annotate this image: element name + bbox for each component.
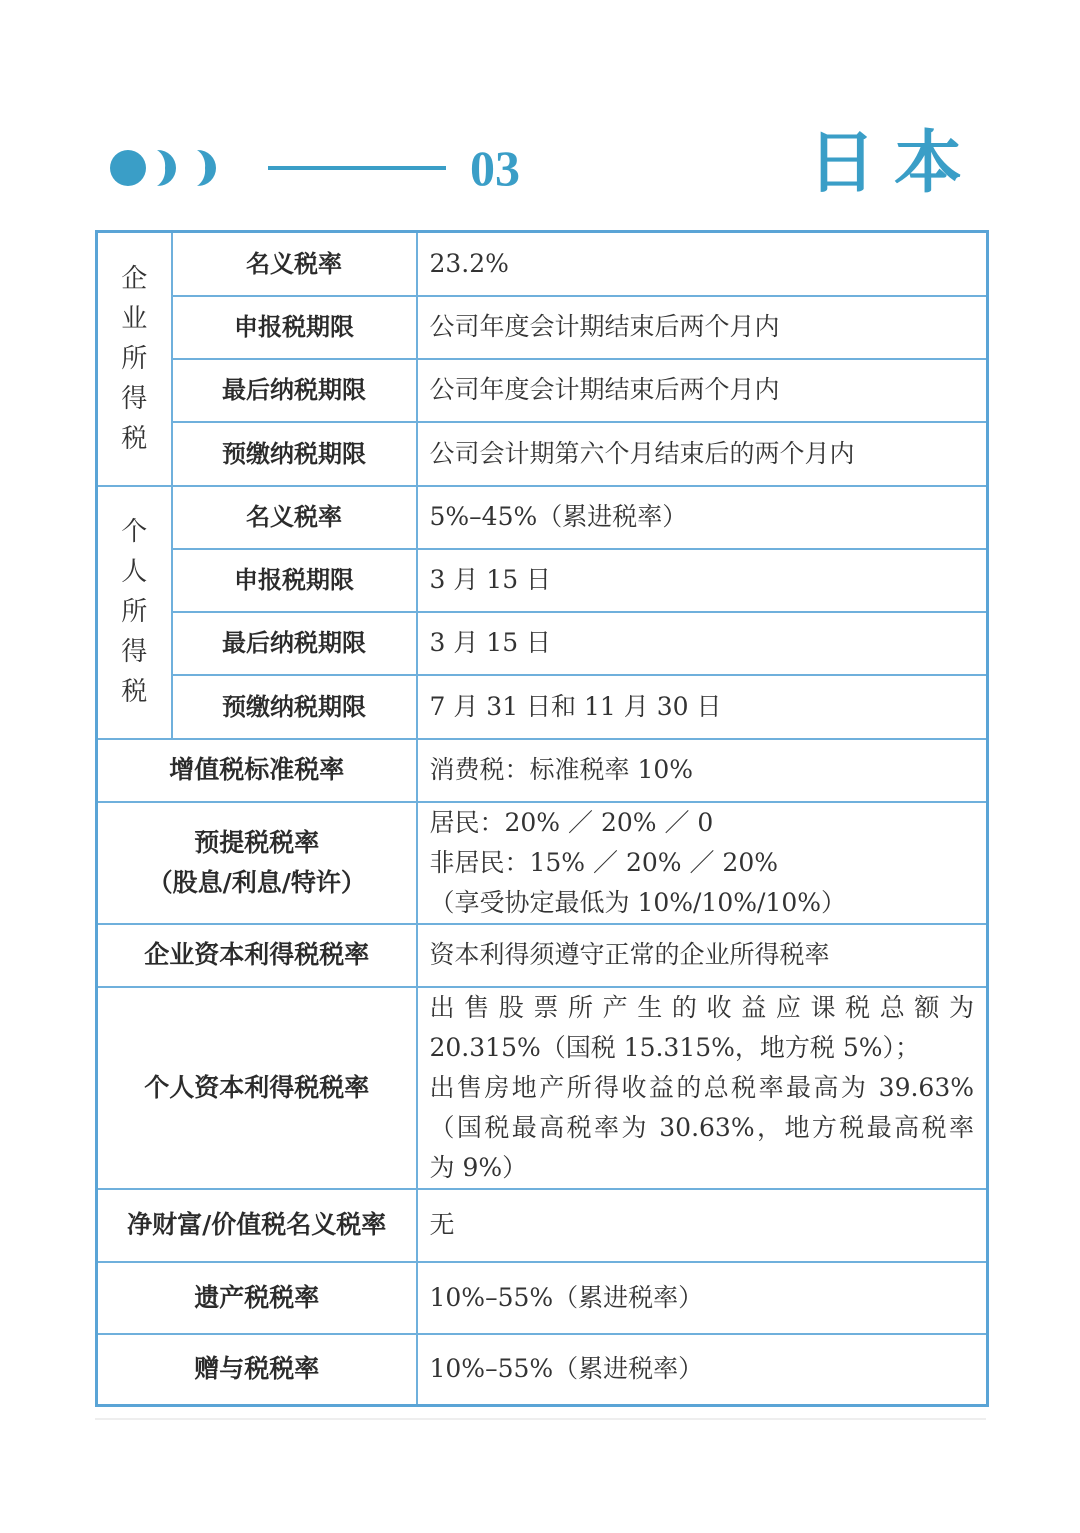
category-corporate-income-tax: 企 业 所 得 税 [97,232,172,486]
row-label: 最后纳税期限 [172,612,417,675]
row-value: 7 月 31 日和 11 月 30 日 [417,675,988,739]
row-value: 资本利得须遵守正常的企业所得税率 [417,924,988,987]
tax-table [95,230,989,1407]
row-label: 申报税期限 [172,296,417,359]
row-value: 公司会计期第六个月结束后的两个月内 [417,422,988,486]
row-label: 增值税标准税率 [97,739,417,802]
row-label: 个人资本利得税税率 [97,987,417,1189]
row-label: 名义税率 [172,232,417,296]
table-row [97,924,988,987]
row-value: 5%–45%（累进税率） [417,486,988,549]
row-label: 预缴纳税期限 [172,422,417,486]
table-row [97,359,988,422]
row-value: 3 月 15 日 [417,549,988,612]
row-label: 申报税期限 [172,549,417,612]
row-label: 最后纳税期限 [172,359,417,422]
row-label: 预提税税率 （股息/利息/特许） [97,802,417,924]
footer-divider [95,1418,986,1420]
row-value: 10%–55%（累进税率） [417,1262,988,1334]
row-label: 企业资本利得税税率 [97,924,417,987]
row-value: 消费税：标准税率 10% [417,739,988,802]
table-row [97,232,988,296]
header-rule [268,166,446,170]
row-value: 公司年度会计期结束后两个月内 [417,296,988,359]
table-row [97,1262,988,1334]
table-row [97,1189,988,1262]
section-number: 03 [470,140,520,196]
row-label: 净财富/价值税名义税率 [97,1189,417,1262]
category-personal-income-tax: 个 人 所 得 税 [97,486,172,739]
row-value: 3 月 15 日 [417,612,988,675]
row-label: 名义税率 [172,486,417,549]
row-label: 赠与税税率 [97,1334,417,1406]
row-value: 无 [417,1189,988,1262]
table-row [97,296,988,359]
decorative-dots-icon [110,150,230,186]
table-row [97,739,988,802]
row-value: 公司年度会计期结束后两个月内 [417,359,988,422]
row-label: 预缴纳税期限 [172,675,417,739]
table-row [97,675,988,739]
row-value: 23.2% [417,232,988,296]
table-row [97,422,988,486]
page-header [0,0,1080,230]
table-row [97,1334,988,1406]
table-row [97,486,988,549]
table-row [97,802,988,924]
country-title: 日本 [807,124,980,203]
table-row [97,987,988,1189]
row-label: 遗产税税率 [97,1262,417,1334]
table-row [97,549,988,612]
table-row [97,612,988,675]
row-value: 出售股票所产生的收益应课税总额为 20.315%（国税 15.315%，地方税 5%）； 出售房地产所得收益的总税率最高为 39.63% （国税最高税率为 30.63%，地方税最高税率 为 9%） [417,987,988,1189]
row-value: 10%–55%（累进税率） [417,1334,988,1406]
row-value: 居民：20% ／ 20% ／ 0 非居民：15% ／ 20% ／ 20% （享受协定最低为 10%/10%/10%） [417,802,988,924]
